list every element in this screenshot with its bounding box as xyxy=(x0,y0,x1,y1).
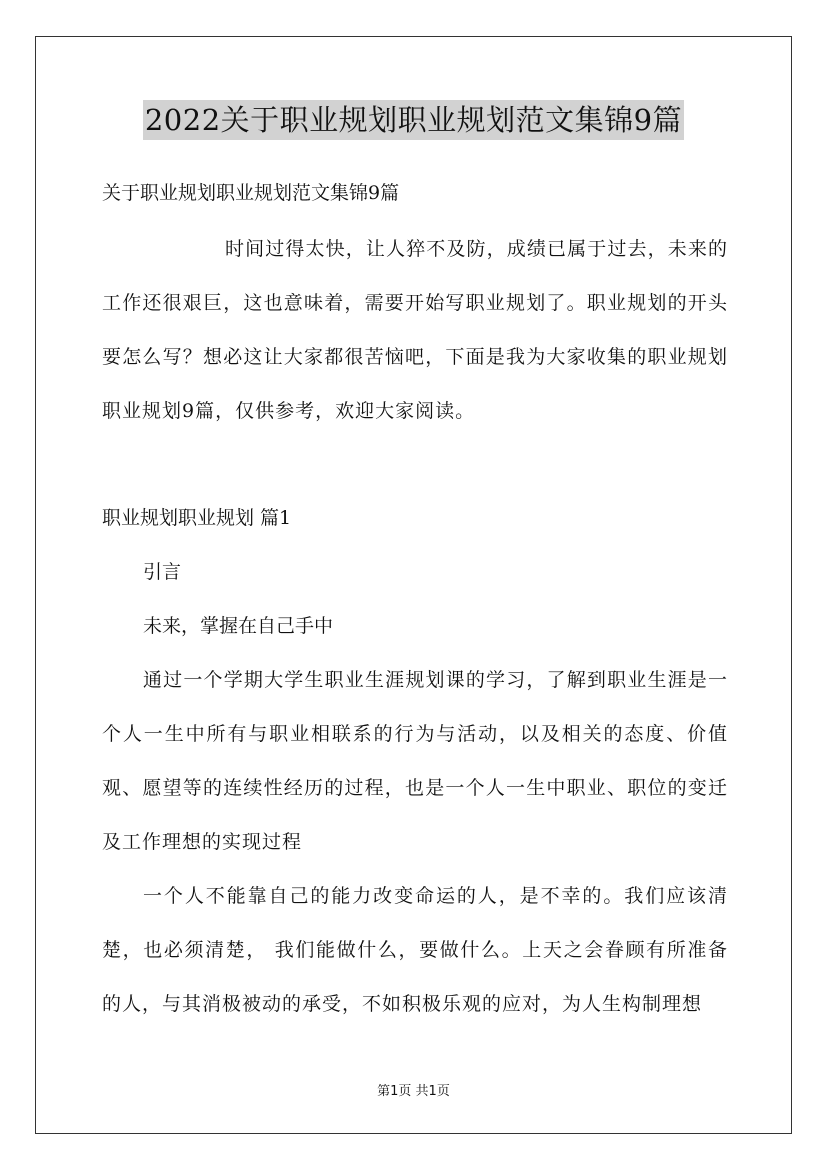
document-title xyxy=(0,100,827,140)
document-title-text: 2022关于职业规划职业规划范文集锦9篇 xyxy=(143,100,684,140)
body-paragraph: 通过一个学期大学生职业生涯规划课的学习，了解到职业生涯是一个人一生中所有与职业相联系的行为与活动，以及相关的态度、价值观、愿望等的连续性经历的过程，也是一个人一生中职业、职位的变迁及工作理想的实现过程 xyxy=(102,669,728,853)
motto-line: 未来，掌握在自己手中 xyxy=(143,615,334,637)
preface-label: 引言 xyxy=(143,561,182,583)
body-paragraph: 一个人不能靠自己的能力改变命运的人，是不幸的。我们应该清楚，也必须清楚， 我们能做什么，要做什么。上天之会眷顾有所准备的人，与其消极被动的承受，不如积极乐观的应对，为人生构制理想 xyxy=(102,885,728,1015)
page-number-label: 第1页 共1页 xyxy=(377,1084,450,1099)
section-heading: 职业规划职业规划 篇1 xyxy=(102,507,292,529)
document-subtitle: 关于职业规划职业规划范文集锦9篇 xyxy=(102,182,400,204)
page-footer xyxy=(0,1082,827,1102)
intro-paragraph: 时间过得太快，让人猝不及防，成绩已属于过去，未来的工作还很艰巨，这也意味着，需要开始写职业规划了。职业规划的开头要怎么写？想必这让大家都很苦恼吧，下面是我为大家收集的职业规划职业规划9篇，仅供参考，欢迎大家阅读。 xyxy=(102,238,728,422)
